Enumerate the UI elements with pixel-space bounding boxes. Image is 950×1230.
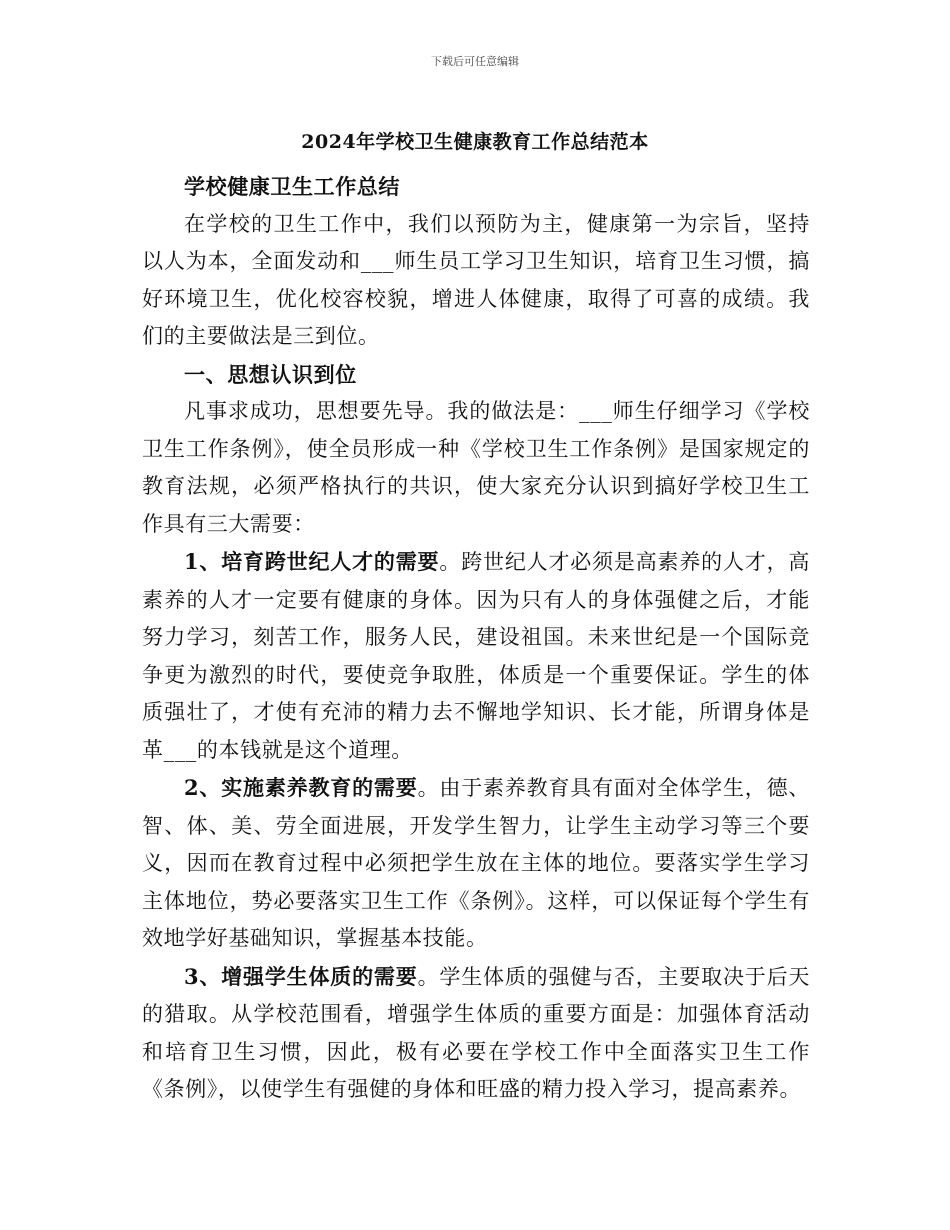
item-2-text: 。由于素养教育具有面对全体学生，德、智、体、美、劳全面进展，开发学生智力，让学生主动学习等三个要义，因而在教育过程中必须把学生放在主体的地位。要落实学生学习主体地位，势必要落实卫生工作《条例》。这样，可以保证每个学生有效地学好基础知识，掌握基本技能。 — [142, 776, 810, 950]
page-header-note: 下载后可任意编辑 — [431, 55, 519, 68]
item-1-paragraph — [142, 543, 810, 769]
item-3-paragraph — [142, 958, 810, 1109]
item-1-lead: 1、培育跨世纪人才的需要 — [184, 549, 440, 574]
document-body — [142, 168, 810, 1109]
intro-paragraph: 在学校的卫生工作中，我们以预防为主，健康第一为宗旨，坚持以人为本，全面发动和___师生员工学习卫生知识，培育卫生习惯，搞好环境卫生，优化校容校貌，增进人体健康，取得了可喜的成绩。我们的主要做法是三到位。 — [142, 211, 810, 348]
subtitle-heading: 学校健康卫生工作总结 — [184, 174, 400, 199]
item-2-lead: 2、实施素养教育的需要 — [184, 775, 418, 800]
document-title: 2024年学校卫生健康教育工作总结范本 — [301, 131, 649, 153]
section-1-paragraph: 凡事求成功，思想要先导。我的做法是：___师生仔细学习《学校卫生工作条例》，使全员形成一种《学校卫生工作条例》是国家规定的教育法规，必须严格执行的共识，使大家充分认识到搞好学校卫生工作具有三大需要： — [142, 399, 810, 536]
section-heading-1: 一、思想认识到位 — [184, 361, 357, 387]
item-3-text: 。学生体质的强健与否，主要取决于后天的猎取。从学校范围看，增强学生体质的重要方面是：加强体育活动和培育卫生习惯，因此，极有必要在学校工作中全面落实卫生工作《条例》，以使学生有强健的身体和旺盛的精力投入学习，提高素养。 — [142, 964, 810, 1101]
item-2-paragraph — [142, 769, 810, 958]
item-1-text: 。跨世纪人才必须是高素养的人才，高素养的人才一定要有健康的身体。因为只有人的身体强健之后，才能努力学习，刻苦工作，服务人民，建设祖国。未来世纪是一个国际竞争更为激烈的时代，要使竞争取胜，体质是一个重要保证。学生的体质强壮了，才使有充沛的精力去不懈地学知识、长才能，所谓身体是革___的本钱就是这个道理。 — [142, 550, 811, 762]
item-3-lead: 3、增强学生体质的需要 — [184, 963, 418, 989]
